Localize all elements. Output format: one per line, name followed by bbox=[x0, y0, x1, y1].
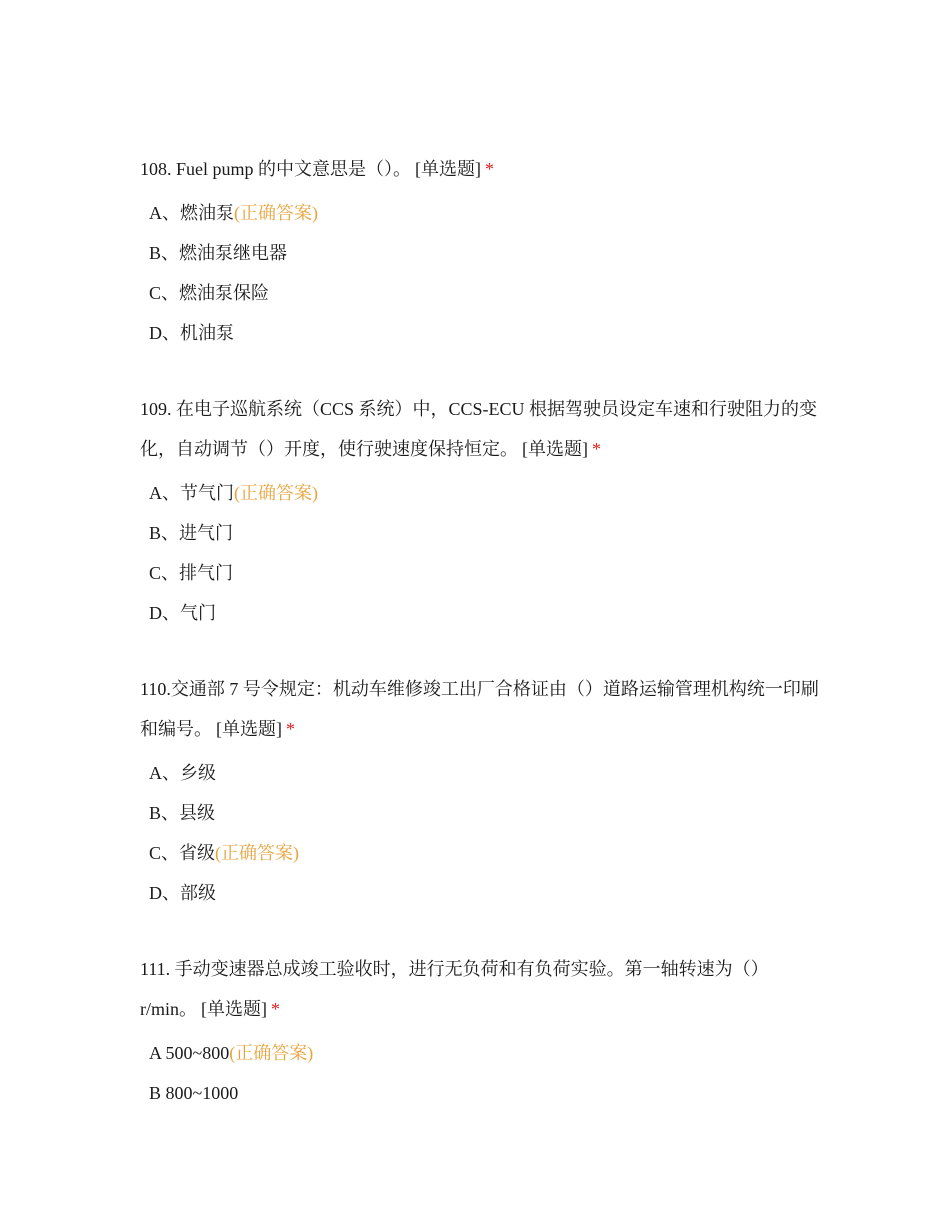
question-type: [单选题] bbox=[216, 719, 282, 739]
option-d[interactable] bbox=[140, 313, 820, 353]
option-label: D、部级 bbox=[149, 883, 216, 903]
option-label: B、进气门 bbox=[149, 523, 234, 543]
correct-answer-tag: (正确答案) bbox=[215, 843, 300, 863]
option-label: D、机油泵 bbox=[149, 323, 234, 343]
question-title bbox=[140, 669, 820, 749]
question-title bbox=[140, 389, 820, 469]
option-c[interactable] bbox=[140, 833, 820, 873]
question-110 bbox=[140, 669, 820, 913]
question-text: 109. 在电子巡航系统（CCS 系统）中，CCS-ECU 根据驾驶员设定车速和行驶阻力的变化，自动调节（）开度，使行驶速度保持恒定。 bbox=[140, 399, 818, 459]
option-b[interactable] bbox=[140, 233, 820, 273]
correct-answer-tag: (正确答案) bbox=[229, 1043, 314, 1063]
option-label: B、县级 bbox=[149, 803, 216, 823]
option-list bbox=[140, 473, 820, 633]
option-label: C、排气门 bbox=[149, 563, 234, 583]
question-type: [单选题] bbox=[415, 159, 482, 179]
option-list bbox=[140, 753, 820, 913]
question-108 bbox=[140, 149, 820, 353]
question-type: [单选题] bbox=[522, 439, 588, 459]
option-label: A、乡级 bbox=[149, 763, 216, 783]
option-a[interactable] bbox=[140, 753, 820, 793]
required-marker: * bbox=[592, 439, 601, 459]
option-c[interactable] bbox=[140, 273, 820, 313]
option-b[interactable] bbox=[140, 793, 820, 833]
required-marker: * bbox=[271, 999, 280, 1019]
option-a[interactable] bbox=[140, 473, 820, 513]
question-title bbox=[140, 949, 820, 1029]
required-marker: * bbox=[286, 719, 295, 739]
option-a[interactable] bbox=[140, 1033, 820, 1073]
question-109 bbox=[140, 389, 820, 633]
option-label: B 800~1000 bbox=[149, 1083, 239, 1103]
option-label: A 500~800 bbox=[149, 1043, 230, 1063]
option-label: C、省级 bbox=[149, 843, 216, 863]
option-b[interactable] bbox=[140, 1073, 820, 1113]
option-b[interactable] bbox=[140, 513, 820, 553]
question-111 bbox=[140, 949, 820, 1113]
required-marker: * bbox=[485, 159, 495, 179]
question-type: [单选题] bbox=[201, 999, 267, 1019]
option-list bbox=[140, 193, 820, 353]
option-label: B、燃油泵继电器 bbox=[149, 243, 288, 263]
question-title bbox=[140, 149, 820, 189]
option-label: D、气门 bbox=[149, 603, 216, 623]
option-d[interactable] bbox=[140, 873, 820, 913]
option-label: A、燃油泵 bbox=[149, 203, 234, 223]
correct-answer-tag: (正确答案) bbox=[234, 203, 318, 223]
option-a[interactable] bbox=[140, 193, 820, 233]
correct-answer-tag: (正确答案) bbox=[234, 483, 318, 503]
question-text: 108. Fuel pump 的中文意思是（）。 bbox=[140, 159, 412, 179]
option-d[interactable] bbox=[140, 593, 820, 633]
question-text: 110.交通部 7 号令规定：机动车维修竣工出厂合格证由（）道路运输管理机构统一印刷和编号。 bbox=[140, 679, 819, 739]
option-label: C、燃油泵保险 bbox=[149, 283, 270, 303]
option-c[interactable] bbox=[140, 553, 820, 593]
option-list bbox=[140, 1033, 820, 1113]
question-text: 111. 手动变速器总成竣工验收时，进行无负荷和有负荷实验。第一轴转速为（）r/min。 bbox=[140, 959, 769, 1019]
option-label: A、节气门 bbox=[149, 483, 234, 503]
